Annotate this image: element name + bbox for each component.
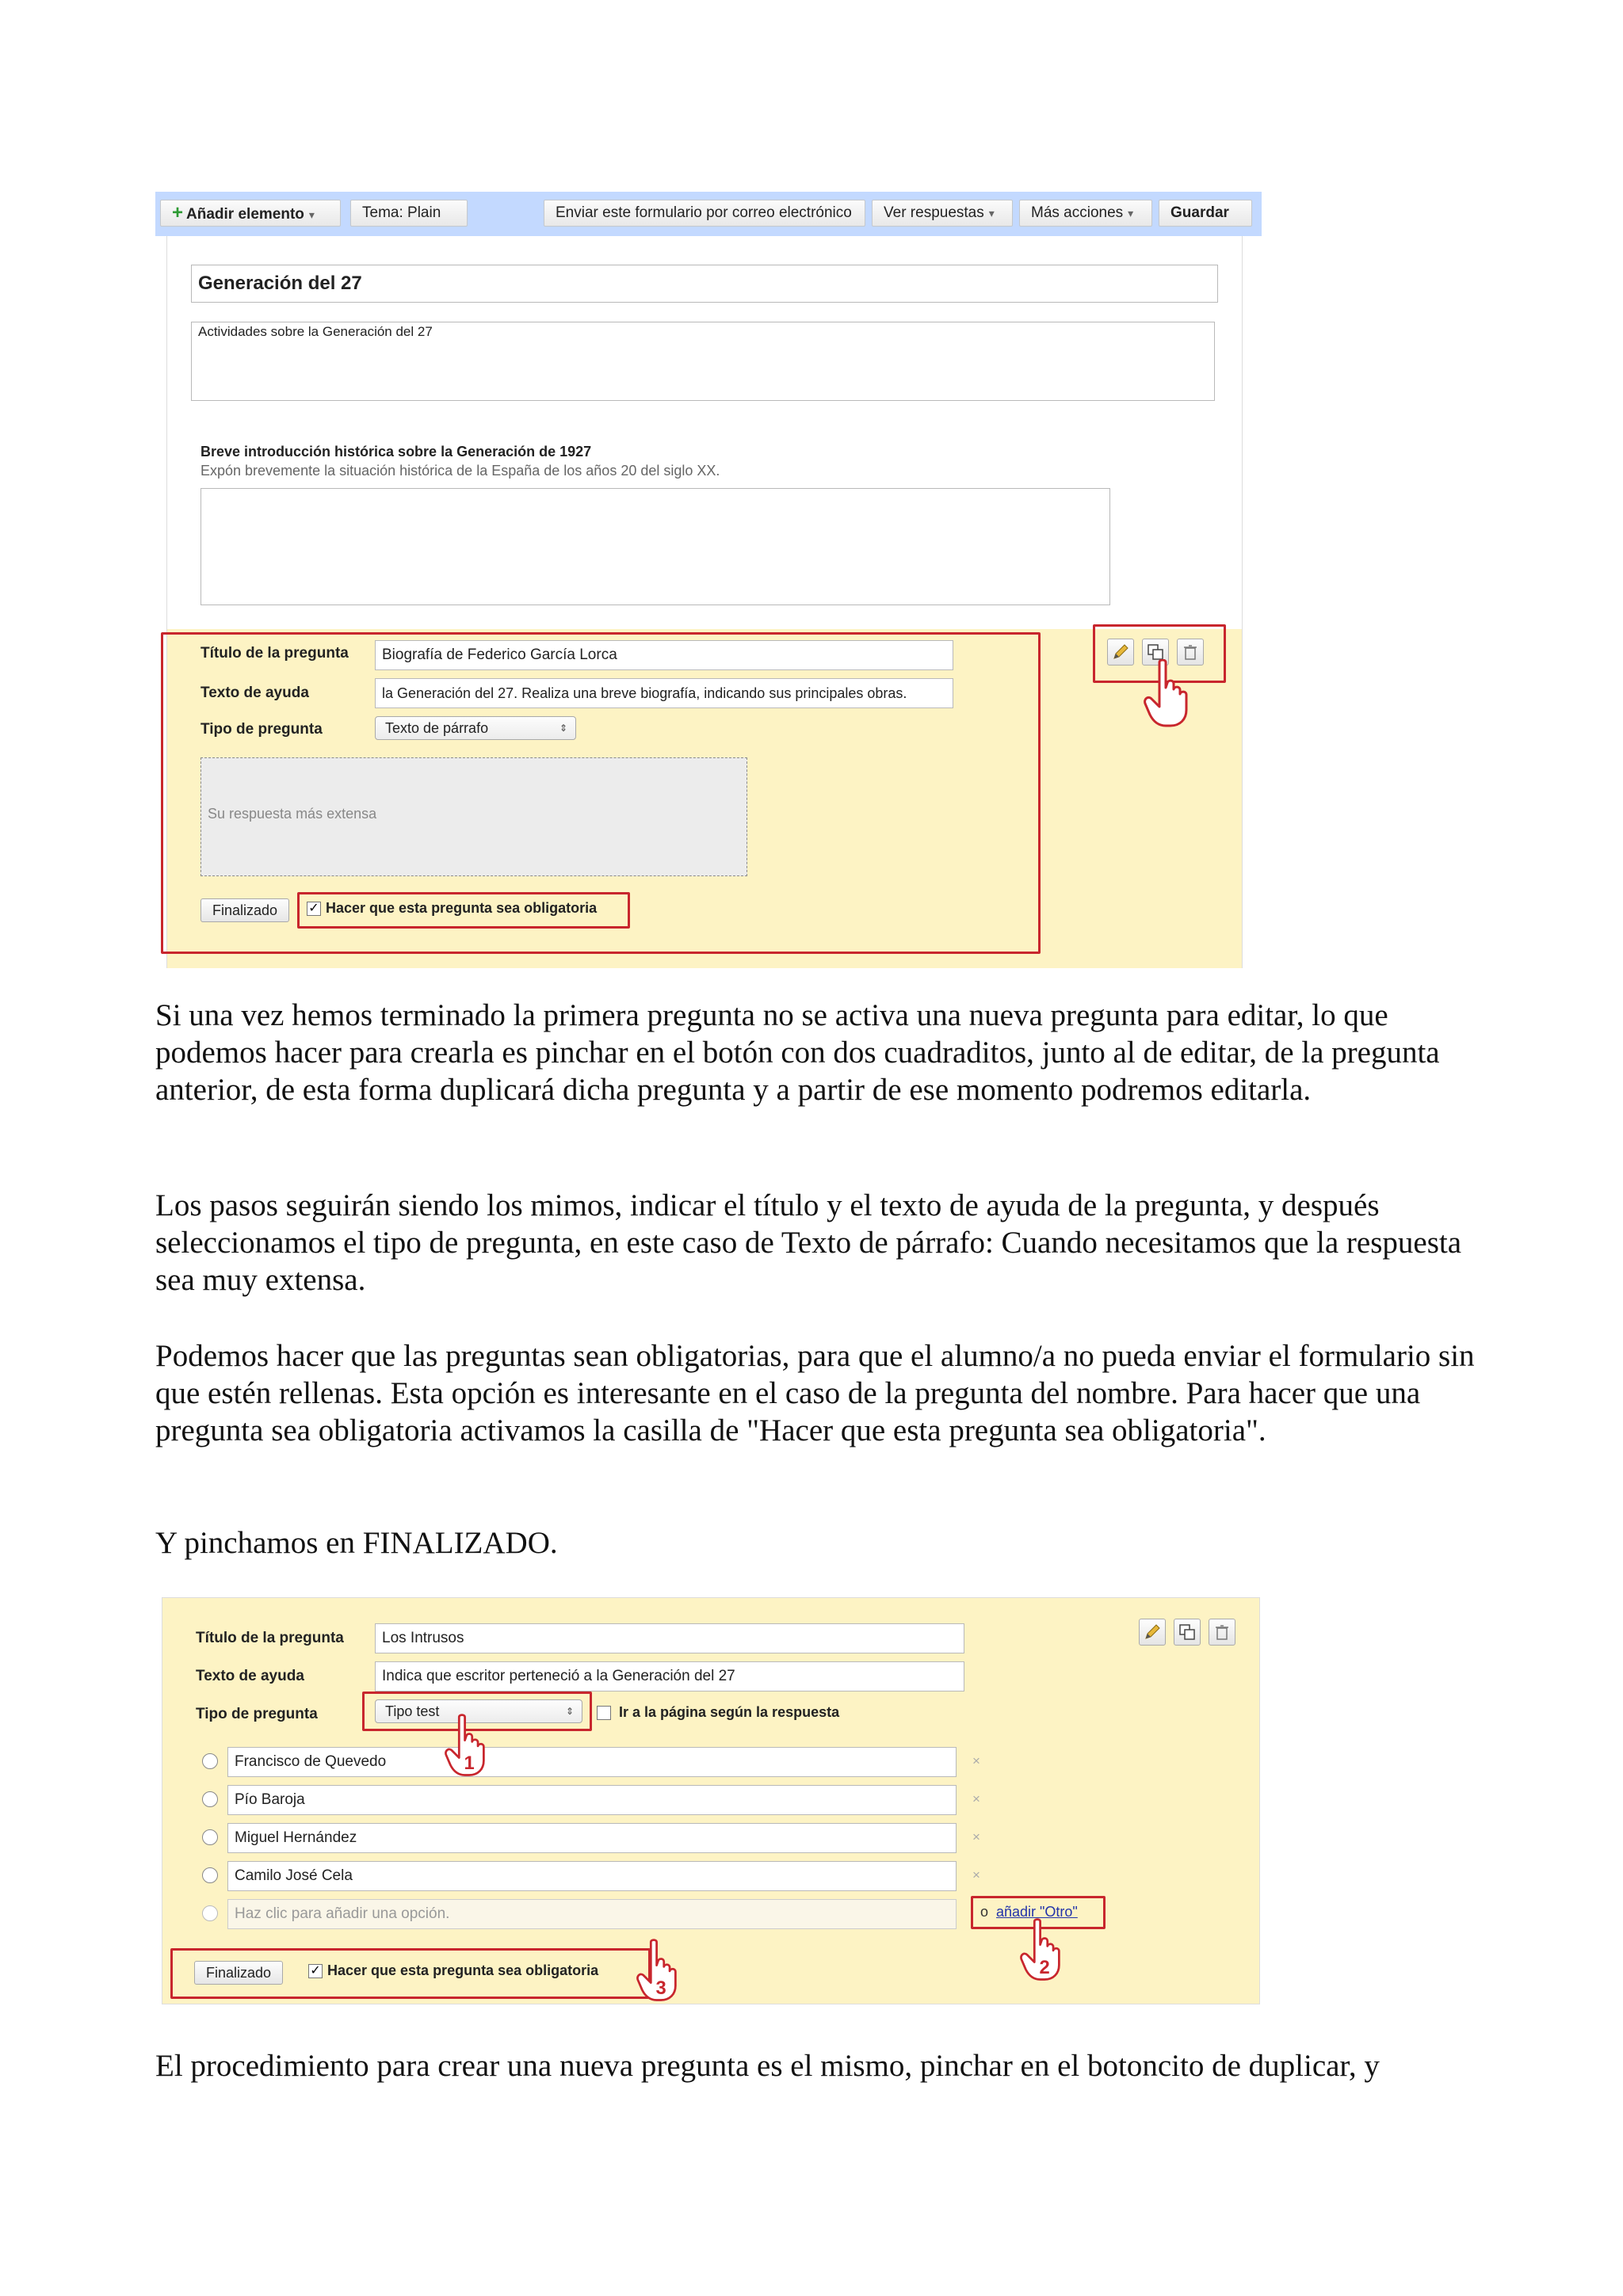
paragraph-finalize: Y pinchamos en FINALIZADO.: [155, 1526, 558, 1560]
required-checkbox[interactable]: ✓: [307, 902, 321, 916]
chevron-down-icon: ▾: [1128, 207, 1134, 219]
title-label: Título de la pregunta: [196, 1630, 344, 1646]
option-input[interactable]: Miguel Hernández: [227, 1823, 957, 1853]
badge-3: 3: [655, 1978, 666, 2000]
paragraph-new-question: El procedimiento para crear una nueva pregunta es el mismo, pinchar en el botoncito de duplicar, y: [155, 2049, 1380, 2083]
option-radio[interactable]: [202, 1867, 218, 1883]
remove-option-icon[interactable]: ×: [972, 1829, 980, 1844]
type-label: Tipo de pregunta: [200, 721, 323, 738]
hand-cursor-icon-1: [445, 1714, 495, 1781]
page-nav-label: Ir a la página según la respuesta: [619, 1704, 840, 1720]
form-canvas: [166, 236, 1243, 629]
form-description-input[interactable]: Actividades sobre la Generación del 27: [191, 322, 1215, 401]
option-radio[interactable]: [202, 1791, 218, 1807]
option-input[interactable]: Francisco de Quevedo: [227, 1747, 957, 1777]
question-answer-textarea[interactable]: [200, 488, 1110, 605]
type-label: Tipo de pregunta: [196, 1706, 318, 1722]
hand-cursor-icon-3: [636, 1939, 687, 2006]
paragraph-duplicate-question: Si una vez hemos terminado la primera pregunta no se activa una nueva pregunta para editar, lo que podemos hacer para crearla es pinchar en el botón con dos cuadraditos, junto al de editar, de la pregunta anterior, de esta forma duplicará dicha pregunta y a partir de ese momento podremos editarla.: [155, 998, 1440, 1107]
chevron-down-icon: ▾: [308, 208, 315, 221]
title-label: Título de la pregunta: [200, 645, 349, 662]
view-responses-button[interactable]: Ver respuestas ▾: [872, 200, 1013, 227]
question-type-select[interactable]: Tipo test ⇕: [375, 1699, 582, 1723]
remove-option-icon[interactable]: ×: [972, 1753, 980, 1768]
question-type-select[interactable]: Texto de párrafo ⇕: [375, 716, 576, 740]
edit-pencil-icon[interactable]: [1107, 639, 1134, 666]
or-text: o: [980, 1904, 989, 1920]
screenshot-multiple-choice: [162, 1597, 1260, 2004]
question-title: Breve introducción histórica sobre la Generación de 1927: [200, 444, 592, 460]
badge-1: 1: [464, 1753, 475, 1775]
help-label: Texto de ayuda: [200, 685, 309, 701]
question-title-input[interactable]: Biografía de Federico García Lorca: [375, 640, 953, 670]
add-element-button[interactable]: + Añadir elemento ▾: [160, 200, 341, 227]
chevron-down-icon: ▾: [988, 207, 995, 219]
select-arrows-icon: ⇕: [559, 723, 567, 734]
hand-cursor-icon-2: [1020, 1918, 1071, 1985]
delete-trash-icon[interactable]: [1209, 1619, 1235, 1646]
question-help: Expón brevemente la situación histórica de la España de los años 20 del siglo XX.: [200, 463, 720, 479]
remove-option-icon[interactable]: ×: [972, 1791, 980, 1806]
duplicate-icon[interactable]: [1174, 1619, 1201, 1646]
done-button[interactable]: Finalizado: [200, 898, 289, 922]
paragraph-steps: Los pasos seguirán siendo los mimos, indicar el título y el texto de ayuda de la pregunta, y después seleccionamos el tipo de pregunta, en este caso de Texto de párrafo: Cuando necesitamos que la respuesta sea muy extensa.: [155, 1188, 1462, 1297]
save-button[interactable]: Guardar: [1159, 200, 1252, 227]
remove-option-icon[interactable]: ×: [972, 1867, 980, 1882]
answer-placeholder: Su respuesta más extensa: [208, 806, 377, 822]
email-form-button[interactable]: Enviar este formulario por correo electrónico: [544, 200, 865, 227]
required-label: Hacer que esta pregunta sea obligatoria: [327, 1962, 599, 1978]
question-help-input[interactable]: la Generación del 27. Realiza una breve biografía, indicando sus principales obras.: [375, 678, 953, 708]
help-label: Texto de ayuda: [196, 1668, 304, 1684]
answer-preview: [200, 757, 747, 876]
option-input[interactable]: Pío Baroja: [227, 1785, 957, 1815]
paragraph-required: Podemos hacer que las preguntas sean obligatorias, para que el alumno/a no pueda enviar el formulario sin que estén rellenas. Esta opción es interesante en el caso de la pregunta del nombre. Para hacer que una pregunta sea obligatoria activamos la casilla de "Hacer que esta pregunta sea obligatoria".: [155, 1339, 1475, 1447]
hand-cursor-icon: [1144, 659, 1199, 731]
option-radio: [202, 1905, 218, 1921]
screenshot-form-editor: [155, 192, 1262, 968]
add-other-link[interactable]: añadir "Otro": [996, 1904, 1078, 1920]
edit-pencil-icon[interactable]: [1139, 1619, 1166, 1646]
required-checkbox[interactable]: ✓: [308, 1964, 323, 1978]
add-option-input[interactable]: Haz clic para añadir una opción.: [227, 1899, 957, 1929]
badge-2: 2: [1039, 1957, 1050, 1979]
page-nav-checkbox[interactable]: [597, 1706, 611, 1720]
form-title-input[interactable]: Generación del 27: [191, 265, 1218, 303]
done-button[interactable]: Finalizado: [194, 1961, 283, 1985]
more-actions-button[interactable]: Más acciones ▾: [1019, 200, 1152, 227]
question-title-input[interactable]: Los Intrusos: [375, 1623, 964, 1653]
question-help-input[interactable]: Indica que escritor perteneció a la Generación del 27: [375, 1661, 964, 1691]
option-input[interactable]: Camilo José Cela: [227, 1861, 957, 1891]
select-arrows-icon: ⇕: [565, 1706, 574, 1717]
theme-button[interactable]: Tema: Plain: [350, 200, 468, 227]
required-label: Hacer que esta pregunta sea obligatoria: [326, 900, 598, 916]
option-radio[interactable]: [202, 1829, 218, 1845]
plus-icon: +: [172, 202, 184, 223]
toolbar: [155, 192, 1262, 236]
question-editor: [166, 629, 1243, 968]
option-radio[interactable]: [202, 1753, 218, 1769]
